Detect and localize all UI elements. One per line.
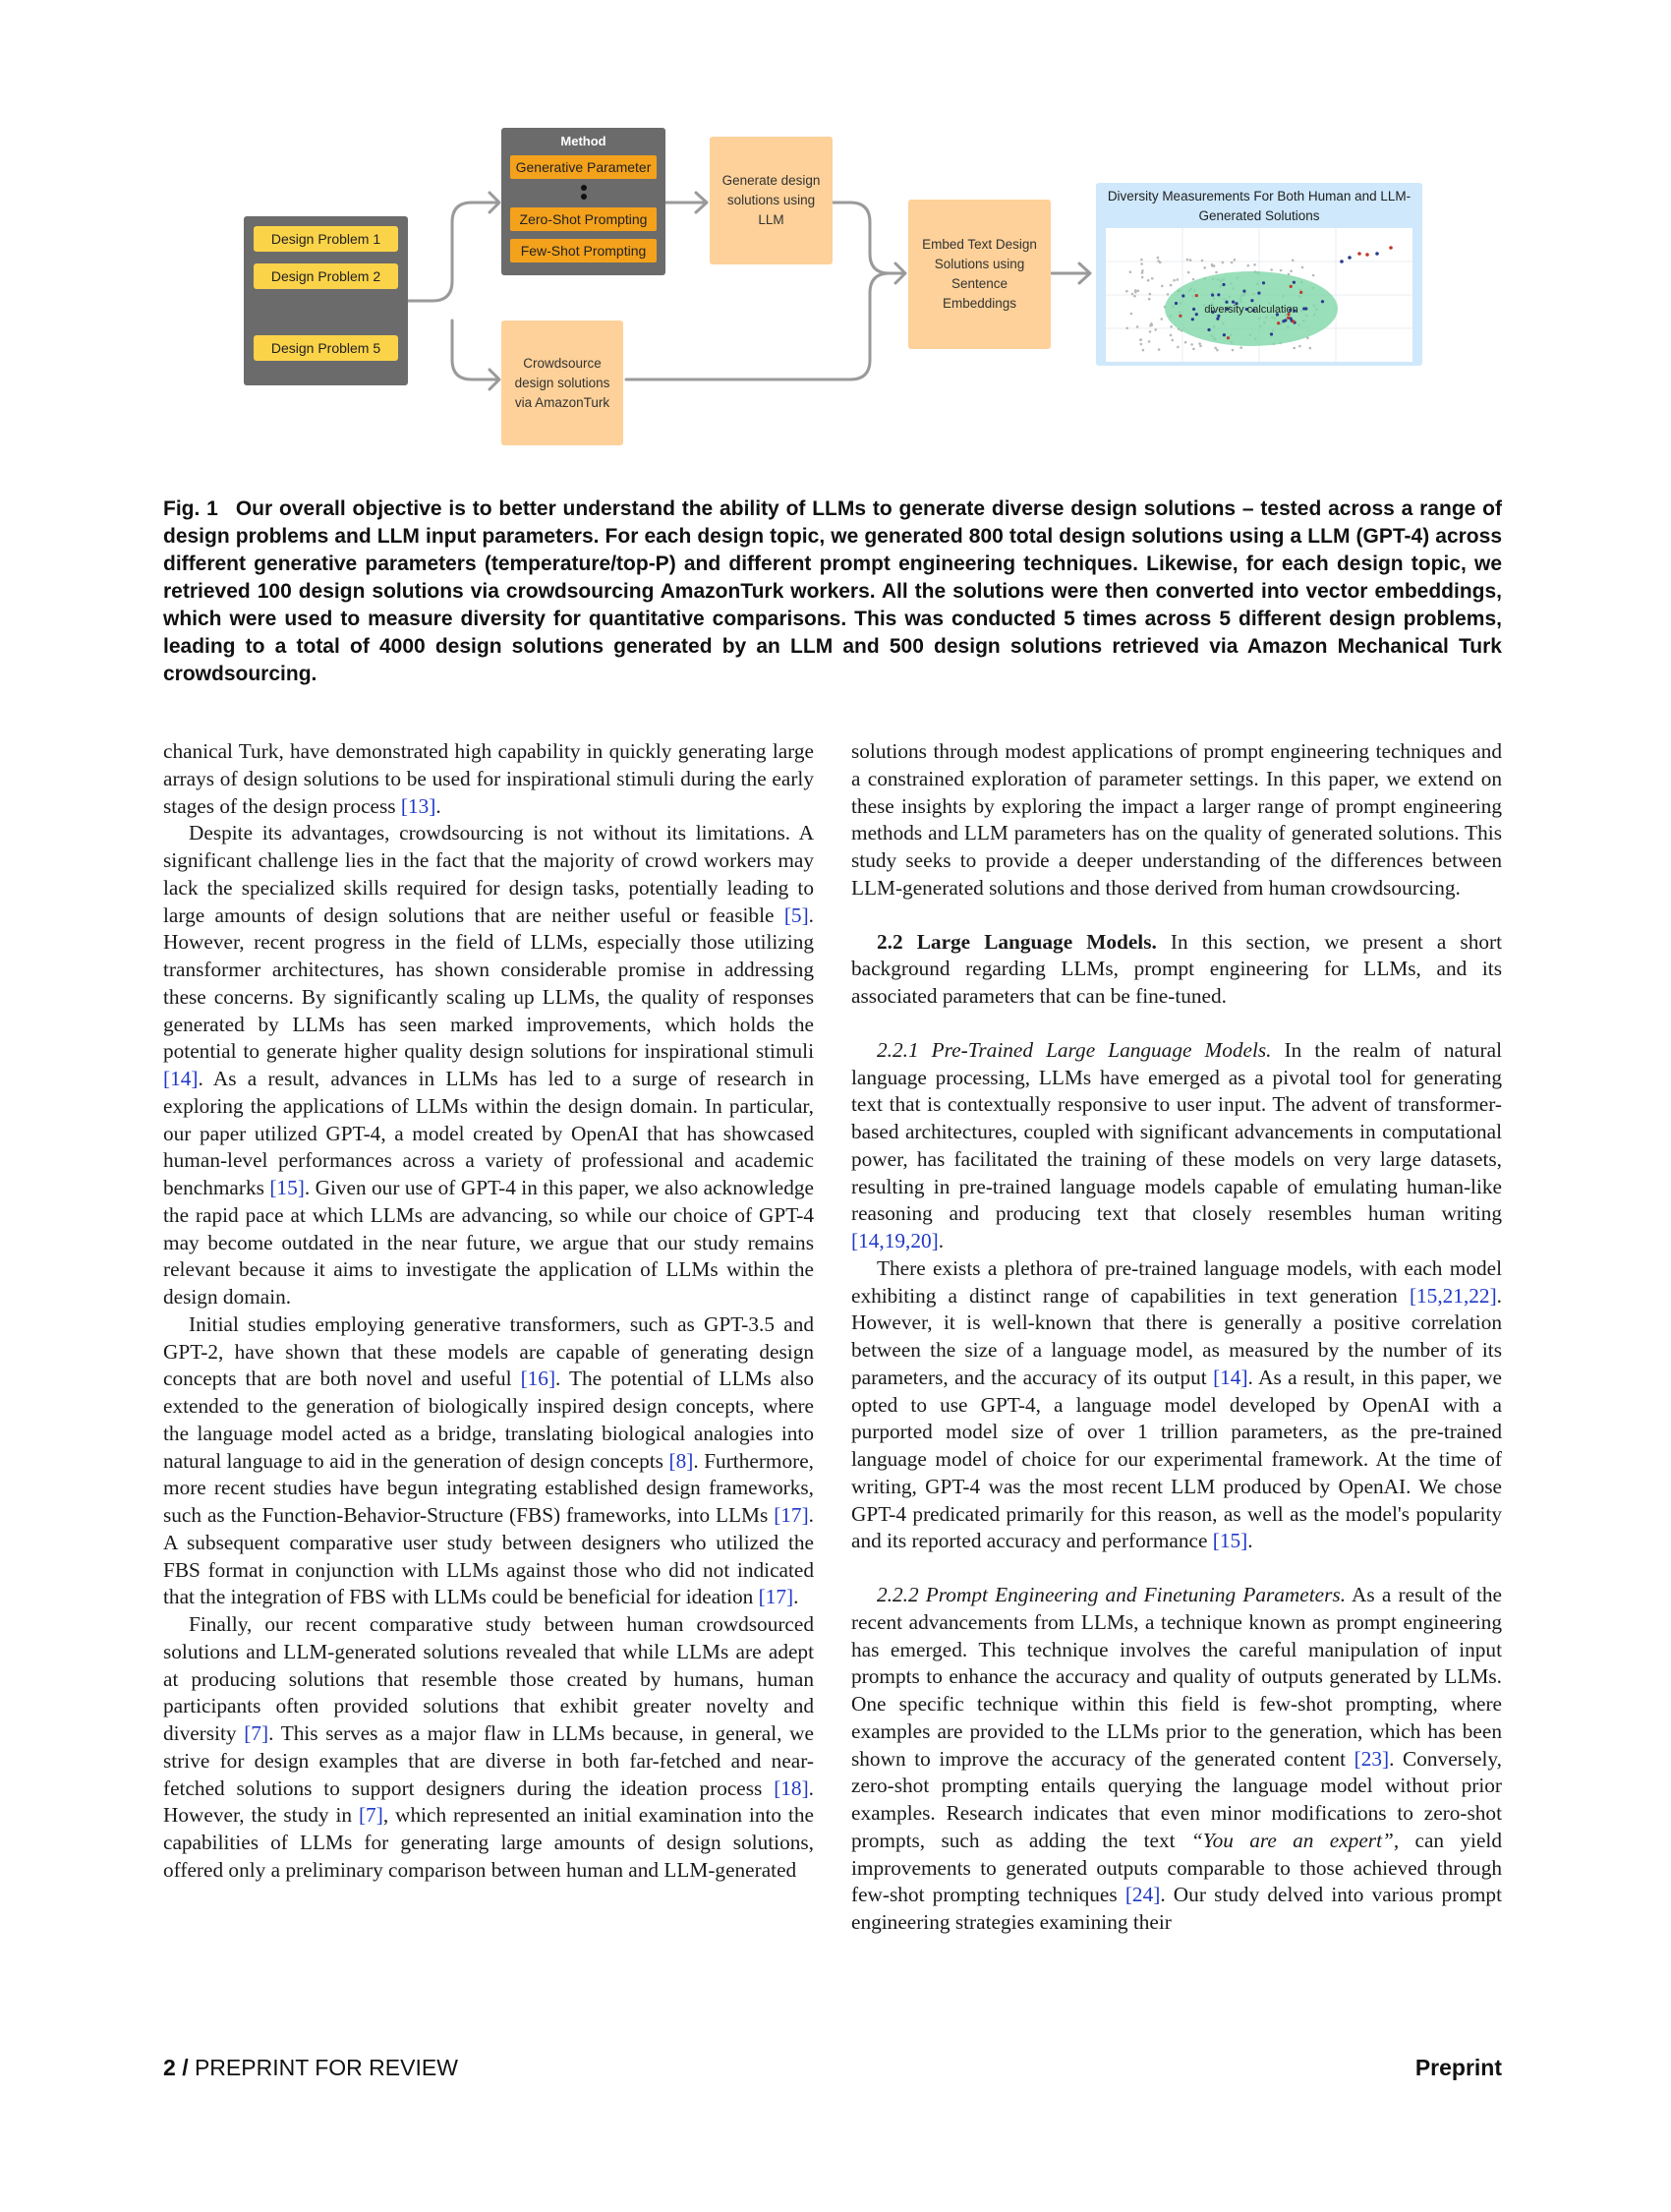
scatter-point (1148, 298, 1151, 301)
citation-link[interactable]: [7] (244, 1721, 269, 1745)
scatter-point (1262, 281, 1265, 284)
scatter-point (1217, 293, 1220, 296)
scatter-point (1293, 347, 1296, 350)
citation-link[interactable]: [24] (1124, 1883, 1161, 1907)
method-title: Method (560, 134, 606, 148)
design-problem-5: Design Problem 5 (254, 335, 398, 361)
scatter-point (1175, 302, 1178, 305)
section-2-2: 2.2 Large Language Models. In this section, we present a short background regarding LLMs, prompt engineering for LLMs, and its associated parameters that can be fine-tuned. (851, 929, 1502, 1008)
page-footer (163, 2055, 1502, 2084)
citation-link[interactable]: [8] (668, 1448, 694, 1473)
paragraph: Despite its advantages, crowdsourcing is not without its limitations. A significant challenge lies in the fact that the majority of crowd workers may lack the specialized skills required for design tasks, potentially leading to large amounts of design solutions that are neither useful or feasible [5]. However, recent progress in the field of LLMs, especially those utilizing transformer architectures, has shown considerable promise in addressing these concerns. By significantly scaling up LLMs, the quality of responses generated by LLMs has seen marked improvements, which holds the potential to generate higher quality design solutions for inspirational stimuli [14]. As a result, advances in LLMs has led to a surge of research in exploring the applications of LLMs within the design domain. In particular, our paper utilized GPT-4, a model created by OpenAI that has showcased human-level performances across a variety of professional and academic benchmarks [15]. Given our use of GPT-4 in this paper, we also acknowledge the rapid pace at which LLMs are advancing, so while our choice of GPT-4 may become outdated in the near future, we argue that our study remains relevant because it aims to investigate the application of LLMs within the design domain. (163, 821, 814, 1309)
scatter-point (1211, 294, 1214, 297)
citation-link[interactable]: [14,19,20] (851, 1229, 939, 1252)
scatter-point (1214, 347, 1217, 350)
scatter-point (1137, 290, 1140, 293)
scatter-point (1149, 330, 1152, 333)
diversity-panel (1096, 183, 1422, 366)
page-number: 2 (163, 2055, 176, 2080)
scatter-point (1181, 294, 1184, 297)
figure-caption (163, 495, 1502, 688)
scatter-point (1125, 327, 1128, 330)
scatter-point (1234, 259, 1237, 262)
scatter-point (1195, 294, 1198, 297)
scatter-point (1140, 259, 1143, 262)
scatter-point (1232, 349, 1235, 352)
crowdsource-text: Crowdsource design solutions via AmazonTurk (514, 355, 610, 410)
scatter-point (1299, 291, 1302, 294)
scatter-point (1222, 283, 1225, 286)
scatter-point (1290, 270, 1293, 273)
section-2-2-1: 2.2.1 Pre-Trained Large Language Models. In the realm of natural language processing, LLMs have emerged as a pivotal tool for generating text that is contextually responsive to user input. The advent of transformer-based architectures, coupled with significant advancements in computational power, has facilitated the training of these models on very large datasets, resulting in pre-trained language models capable of emulating human-like reasoning and producing text that closely resembles human writing [14,19,20]. (851, 1037, 1502, 1252)
design-problem-1: Design Problem 1 (254, 226, 398, 252)
scatter-point (1140, 343, 1143, 346)
citation-link[interactable]: [7] (358, 1803, 383, 1828)
preprint-label: Preprint (1414, 2055, 1502, 2080)
scatter-point (1348, 256, 1352, 260)
scatter-point (1141, 276, 1144, 279)
scatter-point (1223, 333, 1226, 336)
design-problems-box (244, 216, 408, 385)
scatter-point (1247, 264, 1250, 267)
caption-text: Our overall objective is to better understand the ability of LLMs to generate diverse design solutions – tested across a range of design problems and LLM input parameters. For each design topic, we generated 800 total design solutions using a LLM (GPT-4) across different generative parameters (temperature/top-P) and different prompt engineering techniques. Likewise, for each design topic, we retrieved 100 design solutions via crowdsourcing AmazonTurk workers. All the solutions were then converted into vector embeddings, which were used to measure diversity for quantitative comparisons. This was conducted 5 times across 5 different design problems, leading to a total of 4000 design solutions generated by an LLM and 500 design solutions retrieved via Amazon Mechanical Turk crowdsourcing. (163, 497, 1502, 685)
scatter-point (1239, 346, 1242, 349)
scatter-point (1177, 346, 1180, 349)
scatter-point (1190, 343, 1193, 346)
generate-text: Generate design solutions using LLM (721, 173, 821, 227)
running-header: PREPRINT FOR REVIEW (194, 2055, 458, 2080)
scatter-point (1186, 259, 1189, 262)
scatter-point (1270, 268, 1273, 271)
scatter-point (1207, 328, 1210, 331)
scatter-point (1177, 278, 1180, 281)
scatter-point (1149, 293, 1152, 296)
scatter-point (1131, 293, 1134, 296)
scatter-point (1357, 252, 1361, 256)
scatter-point (1173, 279, 1176, 282)
scatter-point (1203, 266, 1206, 269)
citation-link[interactable]: [16] (520, 1367, 556, 1391)
scatter-point (1170, 325, 1173, 328)
scatter-point (1309, 347, 1312, 350)
scatter-point (1151, 277, 1154, 280)
scatter-point (1301, 266, 1304, 269)
scatter-point (1157, 257, 1160, 260)
right-column (851, 738, 1502, 1937)
diversity-scatter (1106, 228, 1412, 362)
scatter-point (1192, 348, 1195, 351)
paragraph: solutions through modest applications of prompt engineering techniques and a constrained exploration of parameter settings. In this paper, we extend on these insights by exploring the impact a larger range of prompt engineering methods and LLM parameters has on the quality of generated solutions. This study seeks to provide a deeper understanding of the differences between LLM-generated solutions and those derived from human crowdsourcing. (851, 739, 1502, 900)
paragraph: There exists a plethora of pre-trained language models, with each model exhibiting a distinct range of capabilities in text generation [15,21,22]. However, it is well-known that there is generally a positive correlation between the size of a language model, as measured by the number of its parameters, and the accuracy of its output [14]. As a result, in this paper, we opted to use GPT-4, a language model developed by OpenAI with a purported model size of over 1 trillion parameters, as the pre-trained language model of choice for our experimental framework. At the time of writing, GPT-4 was the most recent LLM produced by OpenAI. We chose GPT-4 predicated primarily for this reason, as well as the model's popularity and its reported accuracy and performance [15]. (851, 1255, 1502, 1553)
scatter-point (1216, 318, 1219, 320)
scatter-point (1292, 260, 1295, 262)
scatter-point (1157, 260, 1160, 262)
scatter-point (1201, 260, 1204, 262)
citation-link[interactable]: [14] (1213, 1365, 1248, 1389)
scatter-point (1250, 299, 1253, 302)
paragraph: Finally, our recent comparative study between human crowdsourced solutions and LLM-generated solutions revealed that while LLMs are adept at producing solutions that resemble those created by humans, human participants often provided solutions that exhibit greater novelty and diversity [7]. This serves as a major flaw in LLMs because, in general, we strive for design examples that are diverse in both far-fetched and near-fetched solutions to support designers during the ideation process [18]. However, the study in [7], which represented an initial examination into the capabilities of LLMs for generating large amounts of design solutions, offered only a preliminary comparison between human and LLM-generated (163, 1612, 814, 1882)
figure-1 (0, 0, 1671, 462)
citation-link[interactable]: [15] (269, 1176, 305, 1199)
scatter-point (1365, 253, 1369, 257)
ellipsis-dot (581, 194, 587, 200)
scatter-point (1140, 262, 1143, 265)
scatter-point (1170, 334, 1173, 337)
scatter-point (1150, 322, 1153, 325)
scatter-point (1142, 349, 1145, 352)
section-heading: 2.2 Large Language Models. (877, 929, 1157, 954)
diversity-title: Diversity Measurements For Both Human and LLM-Generated Solutions (1107, 189, 1412, 223)
scatter-point (1129, 270, 1132, 273)
scatter-point (1147, 279, 1150, 282)
left-column (163, 738, 814, 1885)
scatter-point (1139, 338, 1142, 341)
scatter-point (1179, 315, 1181, 318)
method-few-shot: Few-Shot Prompting (510, 239, 657, 262)
scatter-point (1133, 295, 1136, 298)
scatter-point (1184, 341, 1187, 344)
scatter-point (1215, 271, 1218, 274)
footer-separator: / (182, 2055, 189, 2080)
citation-link[interactable]: [13] (400, 793, 436, 818)
scatter-point (1192, 308, 1195, 311)
scatter-point (1290, 285, 1293, 288)
scatter-point (1125, 290, 1128, 293)
scatter-point (1375, 252, 1379, 256)
scatter-point (1227, 336, 1230, 339)
scatter-point (1192, 278, 1195, 281)
scatter-point (1280, 269, 1283, 272)
scatter-point (1257, 292, 1260, 295)
scatter-point (1148, 340, 1151, 343)
citation-link[interactable]: [17] (774, 1503, 809, 1527)
method-box (501, 128, 665, 275)
scatter-point (1130, 313, 1133, 316)
method-zero-shot: Zero-Shot Prompting (510, 207, 657, 231)
scatter-point (1312, 274, 1315, 277)
scatter-point (1253, 263, 1256, 266)
scatter-point (1199, 345, 1202, 348)
embed-text: Embed Text Design Solutions using Sentence Embeddings (922, 237, 1037, 311)
diversity-label: diversity calculation (1204, 304, 1298, 316)
crowdsource-box (501, 320, 623, 445)
citation-link[interactable]: [14] (163, 1067, 199, 1090)
citation-link[interactable]: [23] (1354, 1746, 1390, 1771)
scatter-point (1134, 289, 1137, 292)
citation-link[interactable]: [15,21,22] (1409, 1283, 1497, 1308)
scatter-point (1167, 293, 1170, 296)
scatter-point (1198, 342, 1201, 345)
scatter-point (1141, 269, 1144, 272)
scatter-point (1136, 325, 1139, 328)
subsection-heading: 2.2.2 Prompt Engineering and Finetuning Parameters. (877, 1583, 1347, 1606)
design-problem-2: Design Problem 2 (254, 263, 398, 289)
scatter-point (1216, 349, 1219, 352)
embed-box (908, 200, 1051, 349)
scatter-point (1161, 285, 1164, 288)
scatter-point (1161, 318, 1164, 320)
scatter-point (1222, 262, 1225, 264)
paragraph: Initial studies employing generative transformers, such as GPT-3.5 and GPT-2, have shown that these models are capable of generating design concepts that are both novel and useful [16]. The potential of LLMs also extended to the generation of biologically inspired design concepts, where the language model acted as a bridge, translating biological analogies into natural language to aid in the generation of design concepts [8]. Furthermore, more recent studies have begun integrating established design frameworks, such as the Function-Behavior-Structure (FBS) frameworks, into LLMs [17]. A subsequent comparative user study between designers who utilized the FBS format in conjunction with LLMs against those who did not indicated that the integration of FBS with LLMs could be beneficial for ideation [17]. (163, 1311, 815, 1609)
scatter-point (1321, 300, 1324, 303)
scatter-point (1340, 260, 1344, 263)
citation-link[interactable]: [5] (783, 902, 809, 927)
scatter-point (1158, 348, 1161, 351)
scatter-point (1270, 332, 1273, 335)
scatter-point (1231, 262, 1234, 264)
scatter-point (1211, 264, 1214, 267)
scatter-point (1170, 284, 1173, 287)
scatter-point (1195, 313, 1198, 316)
citation-link[interactable]: [18] (774, 1775, 809, 1800)
scatter-point (1171, 339, 1174, 342)
scatter-point (1154, 328, 1157, 331)
subsection-heading: 2.2.1 Pre-Trained Large Language Models. (877, 1037, 1272, 1062)
generate-box (710, 137, 833, 264)
scatter-point (1389, 246, 1393, 250)
scatter-point (1187, 271, 1190, 274)
section-2-2-2: 2.2.2 Prompt Engineering and Finetuning Parameters. As a result of the recent advancements from LLMs, a technique known as prompt engineering has emerged. This technique involves the careful manipulation of input prompts to enhance the accuracy and quality of outputs generated by LLMs. One specific technique within this field is few-shot prompting, where examples are provided to the LLMs prior to the generation, which has been shown to improve the accuracy of the generated content [23]. Conversely, zero-shot prompting entails querying the language model without prior examples. Research indicates that even minor modifications to zero-shot prompts, such as adding the text “You are an expert”, can yield improvements to generated outputs comparable to those achieved through few-shot prompting techniques [24]. Our study delved into various prompt engineering strategies examining their (851, 1583, 1502, 1934)
caption-label: Fig. 1 (163, 497, 218, 520)
ellipsis-dot (581, 185, 587, 191)
scatter-point (1302, 307, 1305, 310)
scatter-point (1189, 259, 1192, 262)
citation-link[interactable]: [17] (758, 1585, 794, 1609)
scatter-point (1284, 319, 1287, 321)
scatter-point (1298, 345, 1301, 348)
scatter-point (1292, 320, 1295, 322)
paragraph: chanical Turk, have demonstrated high capability in quickly generating large arrays of design solutions to be used for inspirational stimuli during the early stages of the design process [13]. (163, 739, 814, 818)
scatter-point (1277, 321, 1280, 324)
scatter-point (1242, 290, 1245, 293)
method-generative-parameter: Generative Parameter (510, 155, 657, 179)
scatter-point (1191, 318, 1194, 320)
citation-link[interactable]: [15] (1212, 1529, 1248, 1553)
scatter-point (1293, 281, 1296, 284)
